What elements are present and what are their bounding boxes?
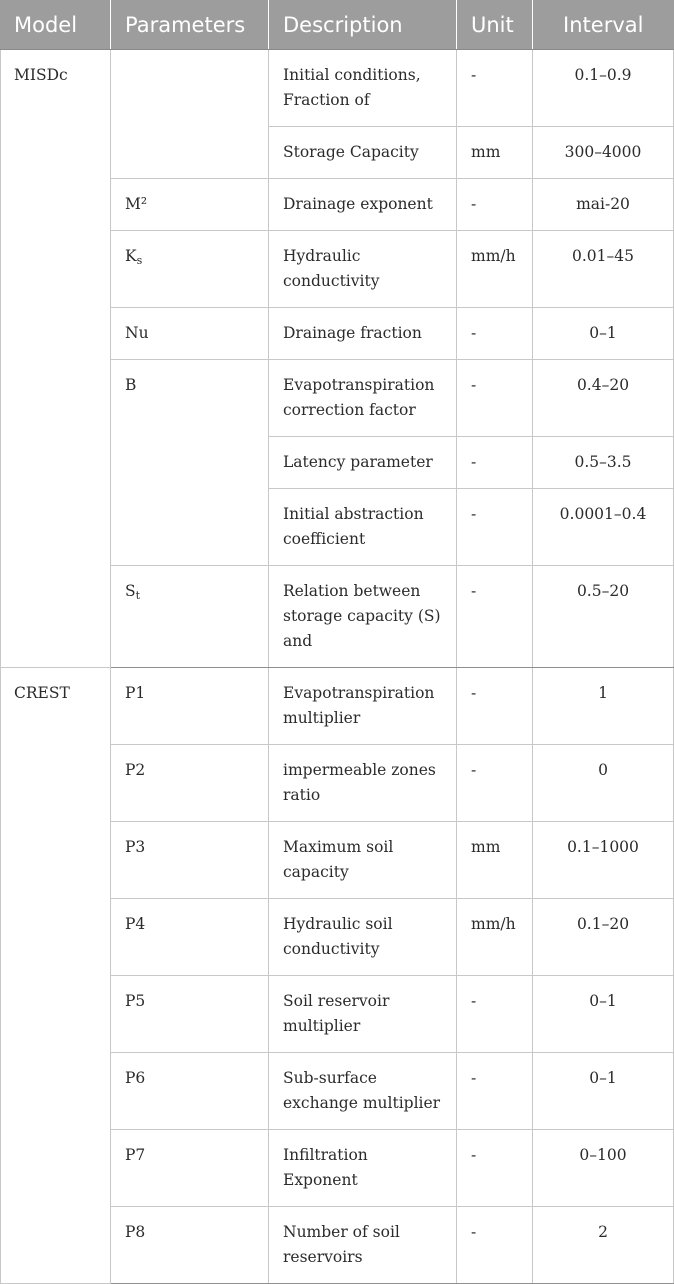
interval-cell: mai-20: [533, 179, 674, 231]
param-subscript: s: [136, 254, 143, 267]
unit-cell: -: [457, 1053, 533, 1130]
unit-cell: -: [457, 745, 533, 822]
desc-cell: Initial abstraction coefficient: [269, 489, 457, 566]
interval-cell: 0.4–20: [533, 360, 674, 437]
unit-cell: -: [457, 668, 533, 745]
param-symbol: S: [125, 582, 136, 600]
param-cell: P2: [111, 745, 269, 822]
table-header: [1, 0, 674, 50]
param-symbol: K: [125, 247, 137, 265]
param-cell: B: [111, 360, 269, 566]
interval-cell: 0–1: [533, 1053, 674, 1130]
interval-cell: 0.0001–0.4: [533, 489, 674, 566]
desc-cell: Drainage fraction: [269, 308, 457, 360]
desc-cell: impermeable zones ratio: [269, 745, 457, 822]
desc-cell: Relation between storage capacity (S) and: [269, 566, 457, 668]
interval-cell: 0–1: [533, 308, 674, 360]
unit-cell: -: [457, 1207, 533, 1284]
unit-cell: -: [457, 566, 533, 668]
interval-cell: 0: [533, 745, 674, 822]
interval-cell: 1: [533, 668, 674, 745]
param-cell: P5: [111, 976, 269, 1053]
interval-cell: 0.1–20: [533, 899, 674, 976]
param-cell: [111, 50, 269, 179]
interval-cell: 0–1: [533, 976, 674, 1053]
unit-cell: -: [457, 360, 533, 437]
unit-cell: -: [457, 50, 533, 127]
unit-cell: -: [457, 489, 533, 566]
desc-cell: Evapotranspiration multiplier: [269, 668, 457, 745]
table-row: [1, 50, 674, 127]
header-unit: Unit: [457, 0, 533, 50]
header-description: Description: [269, 0, 457, 50]
unit-cell: mm/h: [457, 899, 533, 976]
header-interval: Interval: [533, 0, 674, 50]
desc-cell: Initial conditions, Fraction of: [269, 50, 457, 127]
desc-cell: Latency parameter: [269, 437, 457, 489]
interval-cell: 2: [533, 1207, 674, 1284]
param-cell: M²: [111, 179, 269, 231]
interval-cell: 0–100: [533, 1130, 674, 1207]
interval-cell: 0.01–45: [533, 231, 674, 308]
unit-cell: -: [457, 308, 533, 360]
unit-cell: mm: [457, 127, 533, 179]
desc-cell: Sub-surface exchange multiplier: [269, 1053, 457, 1130]
interval-cell: 0.1–1000: [533, 822, 674, 899]
param-cell: P3: [111, 822, 269, 899]
table-body: [1, 50, 674, 1284]
param-cell: P1: [111, 668, 269, 745]
param-cell: [111, 566, 269, 668]
model-cell-misdc: MISDc: [1, 50, 111, 668]
desc-cell: Storage Capacity: [269, 127, 457, 179]
desc-cell: Infiltration Exponent: [269, 1130, 457, 1207]
unit-cell: -: [457, 976, 533, 1053]
param-cell: P4: [111, 899, 269, 976]
param-cell: P6: [111, 1053, 269, 1130]
param-cell: Nu: [111, 308, 269, 360]
unit-cell: -: [457, 179, 533, 231]
header-parameters: Parameters: [111, 0, 269, 50]
param-cell: P8: [111, 1207, 269, 1284]
model-cell-crest: CREST: [1, 668, 111, 1284]
interval-cell: 0.5–20: [533, 566, 674, 668]
header-model: Model: [1, 0, 111, 50]
param-subscript: t: [135, 589, 141, 602]
desc-cell: Number of soil reservoirs: [269, 1207, 457, 1284]
desc-cell: Hydraulic conductivity: [269, 231, 457, 308]
desc-cell: Soil reservoir multiplier: [269, 976, 457, 1053]
table-row: [1, 668, 674, 745]
desc-cell: Evapotranspiration correction factor: [269, 360, 457, 437]
desc-cell: Hydraulic soil conductivity: [269, 899, 457, 976]
header-row: [1, 0, 674, 50]
unit-cell: -: [457, 437, 533, 489]
interval-cell: 0.5–3.5: [533, 437, 674, 489]
unit-cell: -: [457, 1130, 533, 1207]
interval-cell: 0.1–0.9: [533, 50, 674, 127]
param-cell: [111, 231, 269, 308]
desc-cell: Drainage exponent: [269, 179, 457, 231]
interval-cell: 300–4000: [533, 127, 674, 179]
param-cell: P7: [111, 1130, 269, 1207]
unit-cell: mm: [457, 822, 533, 899]
desc-cell: Maximum soil capacity: [269, 822, 457, 899]
unit-cell: mm/h: [457, 231, 533, 308]
